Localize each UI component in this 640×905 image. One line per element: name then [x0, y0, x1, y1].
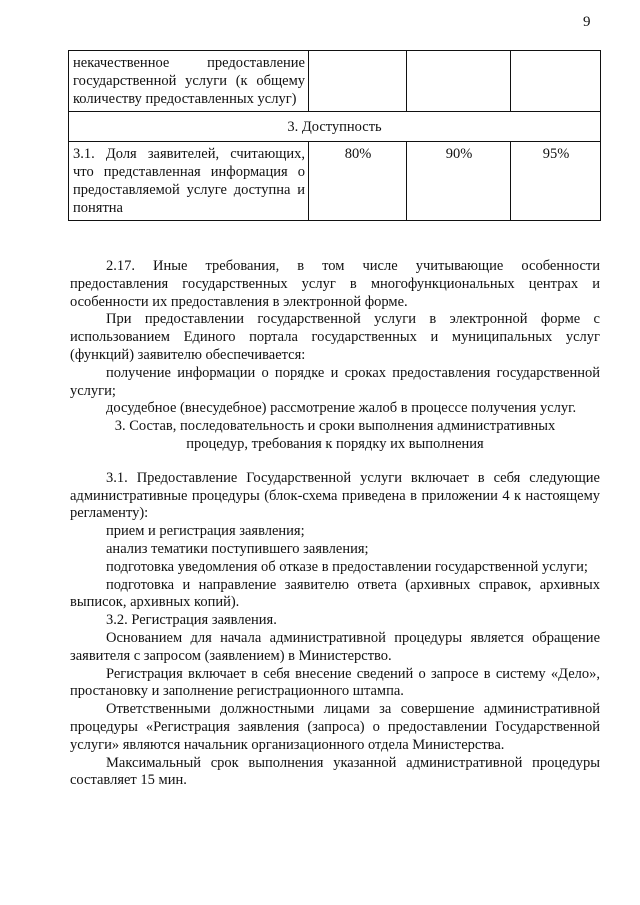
paragraph: Максимальный срок выполнения указанной административной процедуры составляет 15 мин. — [70, 754, 600, 789]
paragraph: 3.1. Предоставление Государственной услуги включает в себя следующие административные процедуры (блок-схема приведена в приложении 4 к настоящему регламенту): — [70, 469, 600, 522]
list-item: получение информации о порядке и сроках предоставления государственной услуги; — [70, 364, 600, 399]
paragraph: Ответственными должностными лицами за совершение административной процедуры «Регистрация заявления (запроса) о предоставлении Государственной услуги» являются начальник организационного отдела Министерства. — [70, 701, 600, 753]
table-section-row — [69, 112, 601, 142]
list-item: подготовка уведомления об отказе в предоставлении государственной услуги; — [106, 558, 588, 575]
list-item: прием и регистрация заявления; — [106, 523, 305, 540]
document-body — [70, 258, 600, 790]
quality-indicators-table — [68, 50, 601, 221]
value-cell: 80% — [309, 142, 407, 221]
paragraph: Регистрация включает в себя внесение сведений о запросе в систему «Дело», простановку и заполнение регистрационного штампа. — [70, 665, 600, 700]
value-cell — [407, 51, 511, 112]
table-row — [69, 51, 601, 112]
list-item: подготовка и направление заявителю ответа (архивных справок, архивных выписок, архивных копий). — [70, 576, 600, 611]
list-item: анализ тематики поступившего заявления; — [106, 540, 369, 557]
value-cell — [309, 51, 407, 112]
paragraph: 2.17. Иные требования, в том числе учитывающие особенности предоставления государственных услуг в многофункциональных центрах и особенности их предоставления в электронной форме. — [70, 258, 600, 310]
page-number: 9 — [583, 14, 591, 30]
value-cell: 90% — [407, 142, 511, 221]
list-item: досудебное (внесудебное) рассмотрение жалоб в процессе получения услуг. — [106, 400, 577, 417]
subsection-title: 3.2. Регистрация заявления. — [106, 612, 277, 629]
indicator-name-cell: 3.1. Доля заявителей, считающих, что представленная информация о предоставляемой услуге доступна и понятна — [69, 142, 309, 221]
paragraph: При предоставлении государственной услуги в электронной форме с использованием Единого портала государственных и муниципальных услуг (функций) заявителю обеспечивается: — [70, 311, 600, 363]
paragraph: Основанием для начала административной процедуры является обращение заявителя с запросом (заявлением) в Министерство. — [70, 629, 600, 664]
value-cell: 95% — [511, 142, 601, 221]
section-heading: 3. Состав, последовательность и сроки выполнения административных процедур, требования к порядку их выполнения — [114, 418, 556, 452]
value-cell — [511, 51, 601, 112]
table-row — [69, 142, 601, 221]
section-title-cell: 3. Доступность — [69, 112, 601, 142]
indicator-name-cell: некачественное предоставление государственной услуги (к общему количеству предоставленных услуг) — [69, 51, 309, 112]
